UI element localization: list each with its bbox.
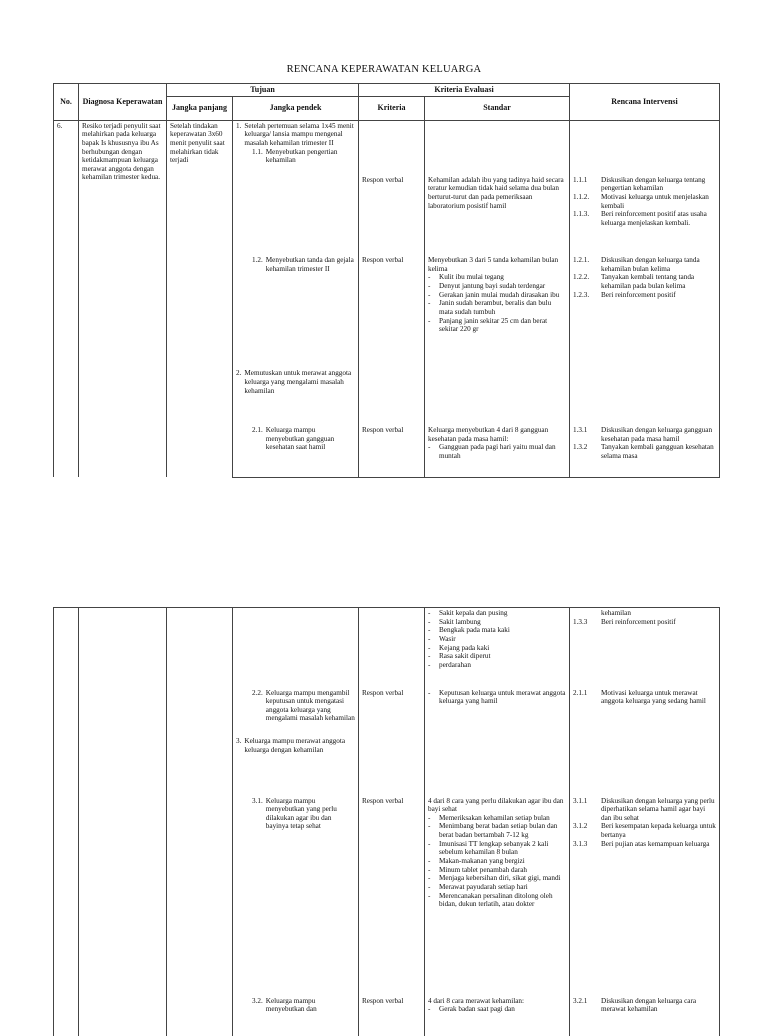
list-item: - Makan-makanan yang bergizi: [428, 857, 566, 866]
diagnosa-text: Resiko terjadi penyulit saat melahirkan pada keluarga bapak Is khususnya ibu As berhubungan dengan ketidakmampuan keluarga merawat anggota dengan kehamilan trimester kedua.: [79, 120, 167, 477]
goal-1: 1. Setelah pertemuan selama 1x45 menit keluarga/ lansia mampu mengenal masalah kehamilan trimester II: [236, 121, 354, 147]
list-item: - Gerak badan saat pagi dan: [428, 1005, 566, 1014]
list-item: - Sakit lambung: [428, 618, 566, 627]
list-item: - Merawat payudarah setiap hari: [428, 883, 566, 892]
kriteria-2-2: Respon verbal: [359, 688, 425, 796]
list-item: - Menjaga kebersihan diri, sikat gigi, mandi: [428, 874, 566, 883]
intervensi-continued: kehamilan 1.3.3 Beri reinforcement positif: [570, 608, 720, 688]
kriteria-3-1: Respon verbal: [359, 796, 425, 996]
list-item: - Janin sudah berambut, beralis dan bulu mata sudah tumbuh: [428, 299, 566, 316]
kriteria-1-2: Respon verbal: [359, 255, 425, 425]
intervensi-2-2: 2.1.1 Motivasi keluarga untuk merawat anggota keluarga yang sedang hamil: [570, 688, 720, 796]
intervensi-3-2: 3.2.1 Diskusikan dengan keluarga cara merawat kehamilan: [570, 996, 720, 1036]
standar-2-2: [425, 688, 570, 796]
objective-3-2: 3.2. Keluarga mampu menyebutkan dan: [252, 996, 317, 1014]
objective-2-1: 2.1. Keluarga mampu menyebutkan gangguan kesehatan saat hamil: [252, 426, 335, 452]
jangka-pendek-cell-2: [233, 255, 359, 425]
objective-1-2: 1.2. Menyebutkan tanda dan gejala kehamilan trimester II: [252, 256, 354, 273]
list-item: - Memeriksakan kehamilan setiap bulan: [428, 814, 566, 823]
list-item: - Gerakan janin mulai mudah dirasakan ibu: [428, 291, 566, 300]
list-item: - Minum tablet penambah darah: [428, 866, 566, 875]
row-number: 6.: [54, 120, 79, 477]
standar-2-1: Keluarga menyebutkan 4 dari 8 gangguan kesehatan pada masa hamil: - Gangguan pada pagi hari yaitu mual dan muntah: [425, 425, 570, 477]
kriteria-2-1: Respon verbal: [359, 425, 425, 477]
intervensi-3-1: 3.1.1 Diskusikan dengan keluarga yang perlu diperhatikan selama hamil agar bayi dan ibu sehat 3.1.2 Beri kesempatan kepada keluarga untuk bertanya 3.1.3 Beri pujian atas kemampuan keluarga: [570, 796, 720, 996]
intervensi-1-1: 1.1.1 Diskusikan dengan keluarga tentang pengertian kehamilan 1.1.2. Motivasi keluarga untuk menjelaskan kembali 1.1.3. Beri reinforcement positif atas usaha keluarga menjelaskan kembali.: [570, 120, 720, 255]
standar-1-2: Menyebutkan 3 dari 5 tanda kehamilan bulan kelima - Kulit ibu mulai tegang - Denyut jantung bayi sudah terdengar - Gerakan janin mulai mudah dirasakan ibu - Janin sudah berambut, beralis dan bulu mata sudah tumbuh - Panjang janin sekitar 25 cm dan berat sekitar 220 gr: [425, 255, 570, 425]
header-jangka-pendek: Jangka pendek: [233, 96, 359, 120]
header-tujuan: Tujuan: [167, 84, 359, 97]
list-item: - Wasir: [428, 635, 566, 644]
standar-1-1: Kehamilan adalah ibu yang tadinya haid secara teratur kemudian tidak haid selama dua bulan berturut-turut dan pada pemeriksaan laboratorium posistif hamil: [425, 120, 570, 255]
page-title: RENCANA KEPERAWATAN KELUARGA: [286, 64, 482, 75]
intervensi-1-2: 1.2.1. Diskusikan dengan keluarga tanda kehamilan bulan kelima 1.2.2. Tanyakan kembali tentang tanda kehamilan pada bulan kelima 1.2.3. Beri reinforcement positif: [570, 255, 720, 425]
goal-2: 2. Memutuskan untuk merawat anggota keluarga yang mengalami masalah kehamilan: [236, 369, 352, 395]
header-jangka-panjang: Jangka panjang: [167, 96, 233, 120]
header-no: No.: [54, 84, 79, 121]
care-plan-table-page1: [53, 83, 720, 478]
header-standar: Standar: [425, 96, 570, 120]
header-intervensi: Rencana Intervensi: [570, 84, 720, 121]
list-item: - Rasa sakit diperut: [428, 652, 566, 661]
intervensi-2-1: 1.3.1 Diskusikan dengan keluarga gangguan kesehatan pada masa hamil 1.3.2 Tanyakan kembali gangguan kesehatan selama masa: [570, 425, 720, 477]
header-kriteria-evaluasi: Kriteria Evaluasi: [359, 84, 570, 97]
jangka-panjang-text: Setelah tindakan keperawatan 3x60 menit penyulit saat melahirkan tidak terjadi: [167, 120, 233, 477]
objective-1-1: 1.1. Menyebutkan pengertian kehamilan: [252, 147, 338, 165]
standar-3-2: 4 dari 8 cara merawat kehamilan: - Gerak badan saat pagi dan: [425, 996, 570, 1036]
standar-continued: [425, 608, 570, 688]
list-item: - Menimbang berat badan setiap bulan dan berat badan bertambah 7-12 kg: [428, 822, 566, 839]
list-item: - Sakit kepala dan pusing: [428, 609, 566, 618]
jangka-pendek-cell-3: [233, 425, 359, 477]
kriteria-1-1: Respon verbal: [359, 120, 425, 255]
kriteria-3-2: Respon verbal: [359, 996, 425, 1036]
list-item: - Keputusan keluarga untuk merawat anggota keluarga yang hamil: [428, 689, 566, 706]
header-diagnosa: Diagnosa Keperawatan: [79, 84, 167, 121]
list-item: - Bengkak pada mata kaki: [428, 626, 566, 635]
standar-3-1: 4 dari 8 cara yang perlu dilakukan agar ibu dan bayi sehat - Memeriksakan kehamilan setiap bulan - Menimbang berat badan setiap bulan dan berat badan bertambah 7-12 kg - Imunisasi TT lengkap sebanyak 2 kali sebelum kehamilan 8 bulan - Makan-makanan yang bergizi - Minum tablet penambah darah - Menjaga kebersihan diri, sikat gigi, mandi - Merawat payudarah setiap hari - Merencanakan persalinan ditolong oleh bidan, dukun terlatih, atau dokter: [425, 796, 570, 996]
list-item: - Kulit ibu mulai tegang: [428, 273, 566, 282]
list-item: - Kejang pada kaki: [428, 644, 566, 653]
list-item: - Panjang janin sekitar 25 cm dan berat sekitar 220 gr: [428, 317, 566, 334]
objective-2-2: 2.2. Keluarga mampu mengambil keputusan untuk mengatasi anggota keluarga yang mengalami masalah kehamilan: [252, 688, 355, 723]
list-item: - perdarahan: [428, 661, 566, 670]
care-plan-table-page2: [53, 607, 720, 1036]
objective-3-1: 3.1. Keluarga mampu menyebutkan yang perlu dilakukan agar ibu dan bayinya tetap sehat: [252, 796, 337, 831]
jangka-pendek-cell: [233, 120, 359, 255]
list-item: - Gangguan pada pagi hari yaitu mual dan muntah: [428, 443, 566, 460]
list-item: - Merencanakan persalinan ditolong oleh bidan, dukun terlatih, atau dokter: [428, 892, 566, 909]
header-kriteria: Kriteria: [359, 96, 425, 120]
list-item: - Imunisasi TT lengkap sebanyak 2 kali sebelum kehamilan 8 bulan: [428, 840, 566, 857]
goal-3: 3. Keluarga mampu merawat anggota keluarga dengan kehamilan: [236, 737, 346, 754]
list-item: - Denyut jantung bayi sudah terdengar: [428, 282, 566, 291]
